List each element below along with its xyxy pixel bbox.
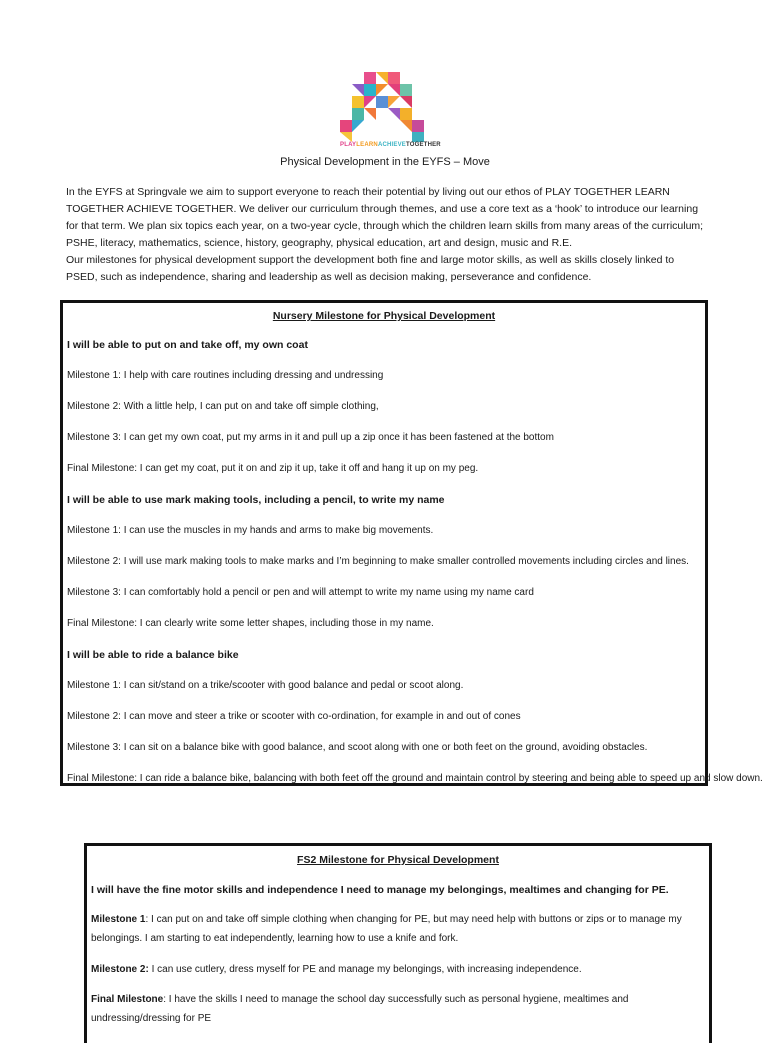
- page-title: Physical Development in the EYFS – Move: [280, 156, 490, 168]
- nursery-milestone: Final Milestone: I can clearly write some letter shapes, including those in my name.: [67, 618, 434, 629]
- fs2-final-milestone: [91, 990, 696, 1028]
- nursery-milestone: Milestone 1: I can sit/stand on a trike/scooter with good balance and pedal or scoot along.: [67, 680, 464, 691]
- school-logo: [336, 70, 428, 152]
- nursery-milestone: Final Milestone: I can ride a balance bike, balancing with both feet off the ground and maintain control by steering and being able to speed up and slow down.: [67, 773, 763, 784]
- nursery-goal: I will be able to ride a balance bike: [67, 649, 239, 661]
- fs2-milestone-2: [91, 960, 696, 979]
- fs2-final-milestone-label: Final Milestone: [91, 994, 164, 1005]
- nursery-milestone: Milestone 2: I will use mark making tools to make marks and I’m beginning to make smaller controlled movements including circles and lines.: [67, 556, 689, 567]
- nursery-milestone: Milestone 3: I can comfortably hold a pencil or pen and will attempt to write my name using my name card: [67, 587, 534, 598]
- nursery-goal: I will be able to put on and take off, my own coat: [67, 339, 308, 351]
- logo-word-learn: LEARN: [356, 142, 378, 148]
- fs2-final-milestone-text: : I have the skills I need to manage the school day successfully such as personal hygiene, mealtimes and undressing/dressing for PE: [91, 994, 629, 1024]
- logo-word-together: TOGETHER: [406, 142, 441, 148]
- nursery-goal: I will be able to use mark making tools, including a pencil, to write my name: [67, 494, 445, 506]
- fs2-milestone-1-text: : I can put on and take off simple clothing when changing for PE, but may need help with buttons or zips or to manage my belongings. I am starting to eat independently, learning how to use a knife and fork.: [91, 914, 682, 944]
- nursery-milestone: Milestone 3: I can sit on a balance bike with good balance, and scoot along with one or both feet on the ground, avoiding obstacles.: [67, 742, 648, 753]
- logo-word-achieve: ACHIEVE: [377, 142, 407, 148]
- nursery-milestone: Milestone 2: With a little help, I can put on and take off simple clothing,: [67, 401, 379, 412]
- fs2-milestone-2-text: I can use cutlery, dress myself for PE and manage my belongings, with increasing independence.: [148, 964, 582, 975]
- nursery-milestone: Final Milestone: I can get my coat, put it on and zip it up, take it off and hang it up on my peg.: [67, 463, 479, 474]
- fs2-milestones-box: [84, 843, 712, 1043]
- intro-paragraph-1: In the EYFS at Springvale we aim to support everyone to reach their potential by living out our ethos of PLAY TOGETHER LEARN TOGETHER ACHIEVE TOGETHER. We deliver our curriculum through themes, and use a core text as a ‘hook’ to introduce our learning for that term. We plan six topics each year, on a two-year cycle, through which the children learn skills from many areas of the curriculum; PSHE, literacy, mathematics, science, history, geography, physical education, art and design, music and R.E.: [66, 186, 704, 249]
- fs2-goal: I will have the fine motor skills and independence I need to manage my belongings, mealtimes and changing for PE.: [91, 884, 669, 896]
- nursery-milestone: Milestone 3: I can get my own coat, put my arms in it and pull up a zip once it has been fastened at the bottom: [67, 432, 554, 443]
- nursery-milestone: Milestone 1: I can use the muscles in my hands and arms to make big movements.: [67, 525, 434, 536]
- nursery-heading: Nursery Milestone for Physical Development: [272, 310, 496, 322]
- nursery-milestone: Milestone 1: I help with care routines including dressing and undressing: [67, 370, 384, 381]
- fs2-milestone-1-label: Milestone 1: [91, 914, 146, 925]
- nursery-milestones-box: [60, 300, 763, 786]
- fs2-milestone-1: [91, 910, 696, 948]
- logo-word-play: PLAY: [340, 142, 357, 148]
- nursery-milestone: Milestone 2: I can move and steer a trike or scooter with co-ordination, for example in and out of cones: [67, 711, 521, 722]
- logo-wordmark: [340, 142, 441, 148]
- fs2-heading: FS2 Milestone for Physical Development: [297, 854, 499, 866]
- intro-paragraph-2: Our milestones for physical development support the development both fine and large motor skills, as well as skills closely linked to PSED, such as independence, sharing and leadership as well as decision making, perseverance and confidence.: [66, 254, 675, 283]
- fs2-milestone-2-label: Milestone 2:: [91, 964, 149, 975]
